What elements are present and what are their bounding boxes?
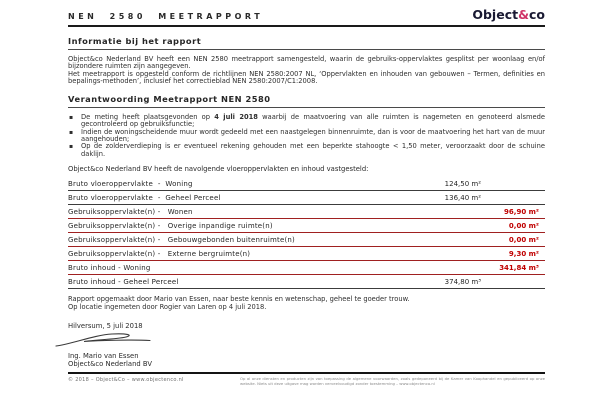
document-header [68,9,545,27]
row-value: 374,80 m³ [444,277,481,286]
info-paragraph-2: Het meetrapport is opgesteld conform de richtlijnen NEN 2580:2007 NL, ‘Oppervlakten en inhouden van gebouwen – Termen, definities en bepalings-methoden’, inclusief het correctieblad NEN 2580:2007/C1:2008. [68,69,545,85]
row-label: Gebruiksoppervlakte(n) - Wonen [68,207,193,216]
bullet-list [68,114,545,158]
bullet-item [68,143,545,158]
bullet-item [68,114,545,129]
signer-block [68,353,545,369]
bullet-icon: ▪ [69,128,74,136]
row-value: 9,30 m² [508,249,539,258]
table-row [68,177,545,191]
table-row [68,247,545,261]
signature [54,331,174,351]
table-row [68,219,545,233]
signer-name: Ing. Mario van Essen [68,352,139,361]
company-logo [472,9,545,21]
row-label: Bruto inhoud - Woning [68,263,151,272]
page-footer [68,372,545,387]
table-row [68,191,545,205]
table-row [68,233,545,247]
row-label: Bruto inhoud - Geheel Perceel [68,277,179,286]
section-heading-informatie: Informatie bij het rapport [68,36,545,50]
place-date: Hilversum, 5 juli 2018 [68,322,143,331]
logo-ampersand: & [518,7,529,22]
footer-copyright: © 2018 – Object&Co – www.objectenco.nl [68,377,184,383]
bullet-text: Op de zolderverdieping is er eventueel rekening gehouden met een beperkte stahoogte < 1,50 meter, veroorzaakt door de schuine daklijn. [81,142,545,158]
row-value: 341,84 m³ [499,263,539,272]
row-value: 124,50 m² [444,179,481,188]
bullet-item [68,129,545,144]
table-row [68,205,545,219]
row-label: Bruto vloeroppervlakte - Geheel Perceel [68,193,221,202]
closing-statement [68,296,545,311]
row-value: 96,90 m² [504,207,539,216]
section-heading-verantwoording: Verantwoording Meetrapport NEN 2580 [68,94,545,108]
bullet-text: De meting heeft plaatsgevonden op 4 juli 2018 waarbij de maatvoering van alle ruimten is nagemeten en genoteerd alsmede gecontroleerd op gebruiksfunctie; [81,113,545,129]
signer-organisation: Object&co Nederland BV [68,359,152,368]
row-label: Gebruiksoppervlakte(n) - Externe bergruimte(n) [68,249,251,258]
bullet-icon: ▪ [69,143,74,151]
table-row [68,275,545,289]
footer-disclaimer: Op al onze diensten en producten zijn van toepassing de algemene voorwaarden, zoals gedeponeerd bij de Kamer van Koophandel en gepubliceerd op onze website. Niets uit deze uitgave mag worden verveelvoudigd zonder toestemming – www.objectenco.nl [240,376,545,386]
row-value: 0,00 m² [508,235,539,244]
measurement-table [68,177,545,289]
row-value: 136,40 m² [444,193,481,202]
row-value: 0,00 m² [508,221,539,230]
closing-line-1: Rapport opgemaakt door Mario van Essen, naar beste kennis en wetenschap, geheel te goeder trouw. [68,294,410,303]
page-title: NEN 2580 MEETRAPPORT [68,12,264,21]
logo-part2: co [529,7,545,22]
bullet-text: Indien de woningscheidende muur wordt gedeeld met een naastgelegen binnenruimte, dan is voor de maatvoering het hart van de muur aangehouden; [81,127,545,144]
bullet-icon: ▪ [69,114,74,122]
row-label: Bruto vloeroppervlakte - Woning [68,179,193,188]
row-label: Gebruiksoppervlakte(n) - Gebouwgebonden buitenruimte(n) [68,235,295,244]
row-label: Gebruiksoppervlakte(n) - Overige inpandige ruimte(n) [68,221,273,230]
logo-part1: Object [472,7,519,22]
info-paragraph-1: Object&co Nederland BV heeft een NEN 2580 meetrapport samengesteld, waarin de gebruiks-oppervlaktes gesplitst per woonlaag en/of bijzondere ruimten zijn aangegeven. [68,55,545,71]
table-intro-text: Object&co Nederland BV heeft de navolgende vloeroppervlakten en inhoud vastgesteld: [68,164,369,173]
closing-line-2: Op locatie ingemeten door Rogier van Laren op 4 juli 2018. [68,302,267,311]
table-row [68,261,545,275]
